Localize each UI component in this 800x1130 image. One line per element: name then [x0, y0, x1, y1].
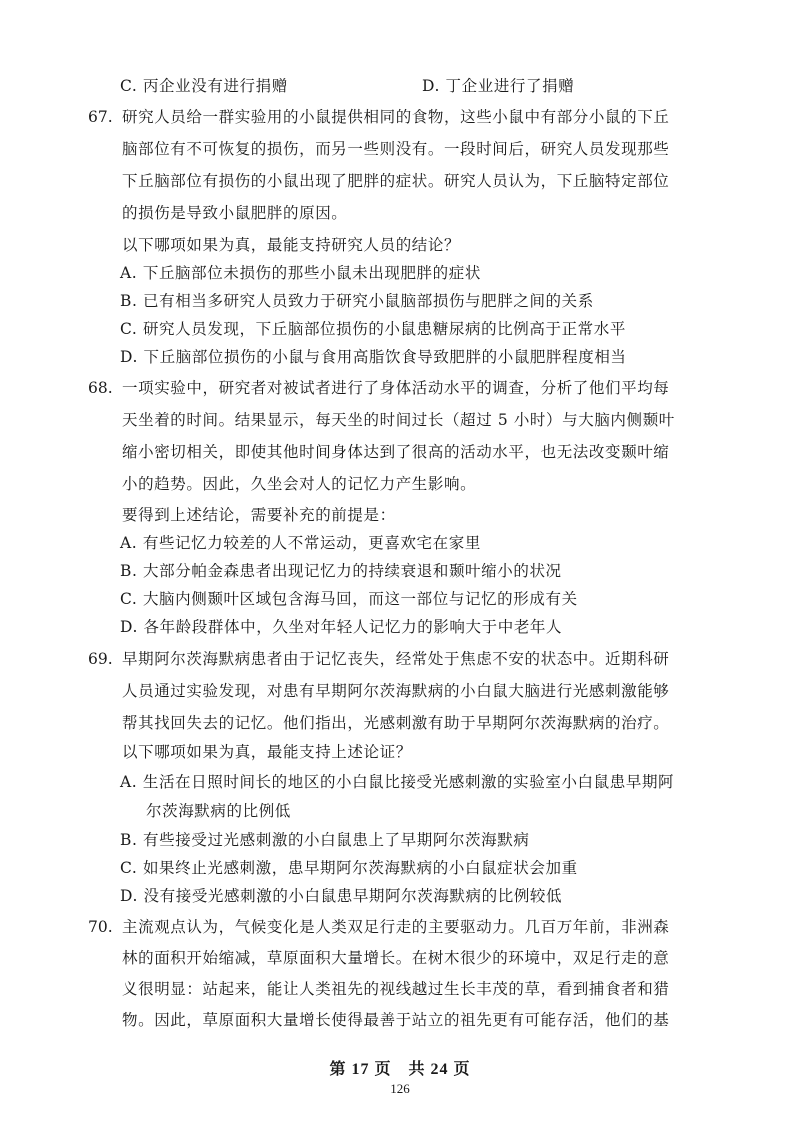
option-b: B. 已有相当多研究人员致力于研究小鼠脑部损伤与肥胖之间的关系	[120, 292, 594, 310]
question-stem-line: 的损伤是导致小鼠肥胖的原因。	[122, 204, 348, 222]
option-a: A. 生活在日照时间长的地区的小白鼠比接受光感刺激的实验室小白鼠患早期阿	[120, 773, 675, 791]
question-stem-line: 主流观点认为，气候变化是人类双足行走的主要驱动力。几百万年前，非洲森	[122, 918, 670, 936]
option-d: D. 没有接受光感刺激的小白鼠患早期阿尔茨海默病的比例较低	[120, 887, 563, 905]
option-c: C. 研究人员发现，下丘脑部位损伤的小鼠患糖尿病的比例高于正常水平	[120, 320, 626, 338]
top-option-c: C. 丙企业没有进行捐赠	[120, 77, 288, 95]
option-a: A. 下丘脑部位未损伤的那些小鼠未出现肥胖的症状	[120, 264, 481, 282]
question-stem-line: 人员通过实验发现，对患有早期阿尔茨海默病的小白鼠大脑进行光感刺激能够	[122, 682, 670, 700]
question-stem-line: 林的面积开始缩减，草原面积大量增长。在树木很少的环境中，双足行走的意	[122, 949, 670, 967]
question-number: 68.	[88, 379, 113, 397]
question-number: 70.	[88, 918, 113, 936]
question-stem-line: 义很明显：站起来，能让人类祖先的视线越过生长丰茂的草，看到捕食者和猎	[122, 980, 670, 998]
question-stem-line: 天坐着的时间。结果显示，每天坐的时间过长（超过 5 小时）与大脑内侧颞叶	[122, 411, 675, 429]
question-stem-line: 物。因此，草原面积大量增长使得最善于站立的祖先更有可能存活，他们的基	[122, 1011, 670, 1029]
option-d: D. 各年龄段群体中，久坐对年轻人记忆力的影响大于中老年人	[120, 618, 563, 636]
option-c: C. 如果终止光感刺激，患早期阿尔茨海默病的小白鼠症状会加重	[120, 859, 578, 877]
option-b: B. 大部分帕金森患者出现记忆力的持续衰退和颞叶缩小的状况	[120, 562, 562, 580]
option-a-continued: 尔茨海默病的比例低	[146, 802, 291, 820]
question-number: 69.	[88, 650, 113, 668]
question-prompt: 以下哪项如果为真，最能支持研究人员的结论？	[122, 236, 461, 254]
question-prompt: 以下哪项如果为真，最能支持上述论证？	[122, 743, 412, 761]
question-number: 67.	[88, 108, 113, 126]
question-stem-line: 下丘脑部位有损伤的小鼠出现了肥胖的症状。研究人员认为，下丘脑特定部位	[122, 172, 670, 190]
question-stem-line: 脑部位有不可恢复的损伤，而另一些则没有。一段时间后，研究人员发现那些	[122, 140, 670, 158]
option-d: D. 下丘脑部位损伤的小鼠与食用高脂饮食导致肥胖的小鼠肥胖程度相当	[120, 348, 627, 366]
option-a: A. 有些记忆力较差的人不常运动，更喜欢宅在家里	[120, 534, 481, 552]
question-stem-line: 缩小密切相关，即使其他时间身体达到了很高的活动水平，也无法改变颞叶缩	[122, 443, 670, 461]
question-stem-line: 帮其找回失去的记忆。他们指出，光感刺激有助于早期阿尔茨海默病的治疗。	[122, 714, 670, 732]
option-b: B. 有些接受过光感刺激的小白鼠患上了早期阿尔茨海默病	[120, 831, 530, 849]
option-c: C. 大脑内侧颞叶区域包含海马回，而这一部位与记忆的形成有关	[120, 590, 578, 608]
page-number: 126	[390, 1081, 410, 1096]
page-indicator: 第 17 页 共 24 页	[329, 1061, 471, 1078]
top-option-d: D. 丁企业进行了捐赠	[422, 77, 575, 95]
question-stem-line: 小的趋势。因此，久坐会对人的记忆力产生影响。	[122, 475, 477, 493]
question-stem-line: 早期阿尔茨海默病患者由于记忆丧失，经常处于焦虑不安的状态中。近期科研	[122, 650, 670, 668]
question-stem-line: 一项实验中，研究者对被试者进行了身体活动水平的调查，分析了他们平均每	[122, 379, 670, 397]
question-stem-line: 研究人员给一群实验用的小鼠提供相同的食物，这些小鼠中有部分小鼠的下丘	[122, 108, 670, 126]
question-prompt: 要得到上述结论，需要补充的前提是：	[122, 506, 396, 524]
